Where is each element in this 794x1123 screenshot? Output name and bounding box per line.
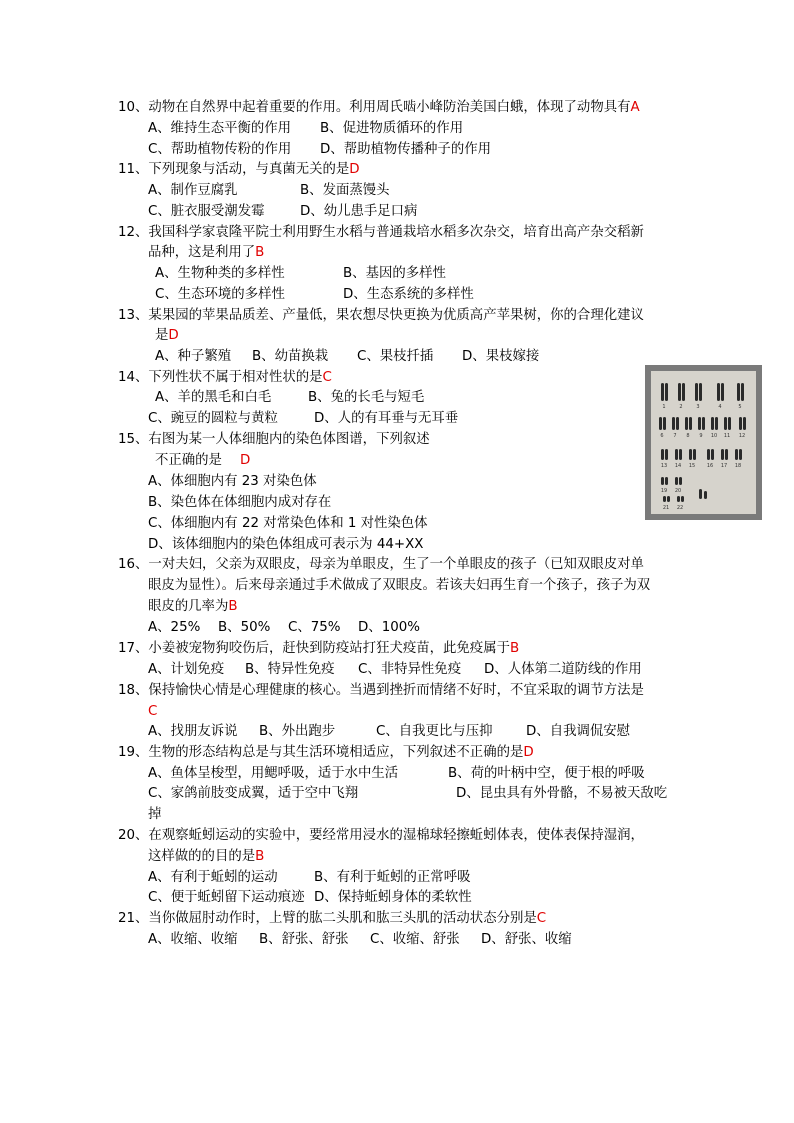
question-16-stem (118, 557, 644, 573)
chromosome-label: 19 (660, 488, 668, 494)
chromosome (685, 417, 688, 430)
chromosome-label: 1 (662, 404, 666, 410)
option-c: C、自我更比与压抑 (376, 724, 493, 739)
chromosome-label: 21 (662, 505, 670, 511)
chromosome (661, 477, 664, 485)
question-18-stem: 18、保持愉快心情是心理健康的核心。当遇到挫折而情绪不好时，不宜采取的调节方法是 (118, 683, 644, 698)
option-a: A、制作豆腐乳 (148, 183, 238, 198)
answer-mark: B (509, 641, 520, 656)
question-21-stem (118, 911, 546, 927)
chromosome (689, 417, 692, 430)
chromosome-label: 8 (686, 433, 690, 439)
chromosome-label: 16 (706, 463, 714, 469)
chromosome-label: 17 (720, 463, 728, 469)
karyotype-image (645, 365, 762, 520)
option-a: A、羊的黑毛和白毛 (155, 390, 272, 405)
chromosome (682, 383, 685, 401)
option-d: D、生态系统的多样性 (343, 287, 474, 302)
chromosome (665, 449, 668, 460)
chromosome-label: 12 (738, 433, 746, 439)
stem-text: 眼皮的几率为 (148, 599, 229, 614)
question-13-stem (118, 308, 644, 324)
chromosome (689, 449, 692, 460)
option-d: D、自我调侃安慰 (526, 724, 631, 739)
question-11-stem (118, 162, 360, 178)
chromosome-label: 5 (738, 404, 742, 410)
question-13-stem-cont (155, 328, 179, 344)
stem-text: 不正确的是 (155, 453, 222, 468)
option-a: A、体细胞内有 23 对染色体 (148, 474, 317, 489)
option-d: D、果枝嫁接 (462, 349, 540, 364)
chromosome-label: 18 (734, 463, 742, 469)
chromosome (739, 449, 742, 460)
question-19-stem (118, 745, 534, 761)
chromosome (679, 477, 682, 485)
question-12-stem (118, 225, 644, 241)
chromosome-label: 6 (660, 433, 664, 439)
answer-mark: A (630, 100, 640, 115)
stem-text: 16、一对夫妇，父亲为双眼皮，母亲为单眼皮，生了一个单眼皮的孩子（已知双眼皮对单 (118, 557, 644, 572)
stem-text: 10、动物在自然界中起着重要的作用。利用周氏啮小峰防治美国白蛾，体现了动物具有 (118, 100, 631, 115)
chromosome (675, 449, 678, 460)
option-d: D、100% (358, 620, 420, 635)
question-15-stem-cont (155, 453, 250, 469)
chromosome (743, 417, 746, 430)
chromosome (717, 383, 720, 401)
option-a: A、维持生态平衡的作用 (148, 121, 292, 136)
chromosome-label: 9 (699, 433, 703, 439)
chromosome (715, 417, 718, 430)
chromosome (739, 417, 742, 430)
chromosome (724, 417, 727, 430)
option-c: C、体细胞内有 22 对常染色体和 1 对性染色体 (148, 516, 428, 531)
question-16-stem-cont: 眼皮为显性）。后来母亲通过手术做成了双眼皮。若该夫妇再生育一个孩子，孩子为双 (148, 578, 651, 593)
option-d-cont: 掉 (148, 807, 162, 822)
option-a: A、种子繁殖 (155, 349, 232, 364)
option-b: B、染色体在体细胞内成对存在 (148, 495, 332, 510)
option-c: C、便于蚯蚓留下运动痕迹 (148, 890, 305, 905)
chromosome (661, 383, 664, 401)
chromosome (721, 383, 724, 401)
answer-mark: D (523, 745, 534, 760)
chromosome (676, 417, 679, 430)
question-20-stem: 20、在观察蚯蚓运动的实验中，要经常用浸水的湿棉球轻擦蚯蚓体表，使体表保持湿润， (118, 828, 644, 843)
stem-text: 品种，这是利用了 (148, 245, 256, 260)
chromosome (672, 417, 675, 430)
chromosome (735, 449, 738, 460)
question-17-stem (118, 641, 519, 657)
option-b: B、有利于蚯蚓的正常呼吸 (314, 870, 471, 885)
answer-mark: B (228, 599, 238, 614)
option-c: C、脏衣服受潮发霉 (148, 204, 265, 219)
chromosome-label: 13 (660, 463, 668, 469)
option-d: D、昆虫具有外骨骼，不易被天敌吃 (456, 786, 668, 801)
answer-mark: B (255, 849, 265, 864)
chromosome (741, 383, 744, 401)
option-d: D、人的有耳垂与无耳垂 (314, 411, 459, 426)
karyotype-chromosomes (651, 371, 756, 514)
option-c: C、75% (288, 620, 341, 635)
question-15-stem (118, 432, 430, 448)
option-d: D、舒张、收缩 (481, 932, 572, 947)
stem-text: 21、当你做屈肘动作时，上臂的肱二头肌和肱三头肌的活动状态分别是 (118, 911, 537, 926)
option-d: D、帮助植物传播种子的作用 (320, 142, 491, 157)
chromosome (707, 449, 710, 460)
option-c: C、家鸽前肢变成翼，适于空中飞翔 (148, 786, 359, 801)
stem-text: 是 (155, 328, 169, 343)
sex-chromosome (699, 489, 702, 499)
chromosome (721, 449, 724, 460)
answer-mark: D (168, 328, 179, 343)
chromosome (737, 383, 740, 401)
option-a: A、鱼体呈梭型，用鳃呼吸，适于水中生活 (148, 766, 399, 781)
option-a: A、计划免疫 (148, 662, 225, 677)
option-c: C、豌豆的圆粒与黄粒 (148, 411, 278, 426)
stem-text: 19、生物的形态结构总是与其生活环境相适应，下列叙述不正确的是 (118, 745, 524, 760)
chromosome (711, 449, 714, 460)
question-16-stem-cont (148, 599, 238, 615)
chromosome (681, 496, 684, 502)
chromosome (695, 383, 698, 401)
option-a: A、生物种类的多样性 (155, 266, 285, 281)
option-b: B、外出跑步 (259, 724, 336, 739)
question-20-stem-cont (148, 849, 264, 865)
question-12-stem-cont (148, 245, 264, 261)
question-14-stem (118, 370, 332, 386)
option-b: B、促进物质循环的作用 (320, 121, 464, 136)
answer-mark: D (349, 162, 360, 177)
chromosome (702, 417, 705, 430)
chromosome-label: 3 (696, 404, 700, 410)
chromosome (711, 417, 714, 430)
chromosome (663, 496, 666, 502)
chromosome-label: 22 (676, 505, 684, 511)
chromosome-label: 7 (673, 433, 677, 439)
chromosome-label: 15 (688, 463, 696, 469)
option-b: B、50% (218, 620, 271, 635)
option-b: B、发面蒸馒头 (300, 183, 390, 198)
chromosome (665, 477, 668, 485)
chromosome-label: 20 (674, 488, 682, 494)
stem-text: 14、下列性状不属于相对性状的是 (118, 370, 323, 385)
option-a: A、25% (148, 620, 201, 635)
option-c: C、收缩、舒张 (370, 932, 460, 947)
chromosome (675, 477, 678, 485)
answer-mark: C (536, 911, 547, 926)
option-b: B、兔的长毛与短毛 (308, 390, 425, 405)
chromosome-label: 4 (718, 404, 722, 410)
option-d: D、保持蚯蚓身体的柔软性 (314, 890, 472, 905)
chromosome (693, 449, 696, 460)
answer-mark: C (322, 370, 332, 385)
option-a: A、有利于蚯蚓的运动 (148, 870, 278, 885)
stem-text: 13、某果园的苹果品质差、产量低，果农想尽快更换为优质高产苹果树，你的合理化建议 (118, 308, 644, 323)
stem-text: 这样做的的目的是 (148, 849, 256, 864)
answer-mark: C (148, 704, 158, 719)
option-c: C、非特异性免疫 (358, 662, 462, 677)
option-c: C、生态环境的多样性 (155, 287, 285, 302)
option-b: B、荷的叶柄中空，便于根的呼吸 (448, 766, 645, 781)
option-d: D、人体第二道防线的作用 (484, 662, 642, 677)
chromosome (698, 417, 701, 430)
chromosome (661, 449, 664, 460)
stem-text: 15、右图为某一人体细胞内的染色体图谱，下列叙述 (118, 432, 430, 447)
option-d: D、该体细胞内的染色体组成可表示为 44+XX (148, 537, 424, 552)
sex-chromosome (704, 491, 707, 499)
chromosome (659, 417, 662, 430)
chromosome (679, 449, 682, 460)
chromosome-label: 2 (679, 404, 683, 410)
stem-text: 17、小姜被宠物狗咬伤后，赶快到防疫站打狂犬疫苗，此免疫属于 (118, 641, 510, 656)
question-10-stem (118, 100, 640, 116)
answer-mark: D (239, 453, 251, 468)
karyotype-paper (651, 371, 756, 514)
chromosome (725, 449, 728, 460)
chromosome-label: 10 (710, 433, 718, 439)
chromosome (663, 417, 666, 430)
option-d: D、幼儿患手足口病 (300, 204, 418, 219)
option-c: C、果枝扦插 (357, 349, 434, 364)
chromosome (728, 417, 731, 430)
option-a: A、收缩、收缩 (148, 932, 238, 947)
option-b: B、特异性免疫 (245, 662, 335, 677)
chromosome-label: 11 (723, 433, 731, 439)
chromosome (678, 383, 681, 401)
chromosome (665, 383, 668, 401)
answer-mark: B (255, 245, 265, 260)
chromosome (699, 383, 702, 401)
chromosome (677, 496, 680, 502)
option-a: A、找朋友诉说 (148, 724, 238, 739)
stem-text: 12、我国科学家袁隆平院士利用野生水稻与普通栽培水稻多次杂交，培育出高产杂交稻新 (118, 225, 644, 240)
option-c: C、帮助植物传粉的作用 (148, 142, 292, 157)
stem-text: 11、下列现象与活动，与真菌无关的是 (118, 162, 350, 177)
option-b: B、基因的多样性 (343, 266, 446, 281)
chromosome-label: 14 (674, 463, 682, 469)
option-b: B、幼苗换栽 (252, 349, 329, 364)
option-b: B、舒张、舒张 (259, 932, 349, 947)
chromosome (667, 496, 670, 502)
